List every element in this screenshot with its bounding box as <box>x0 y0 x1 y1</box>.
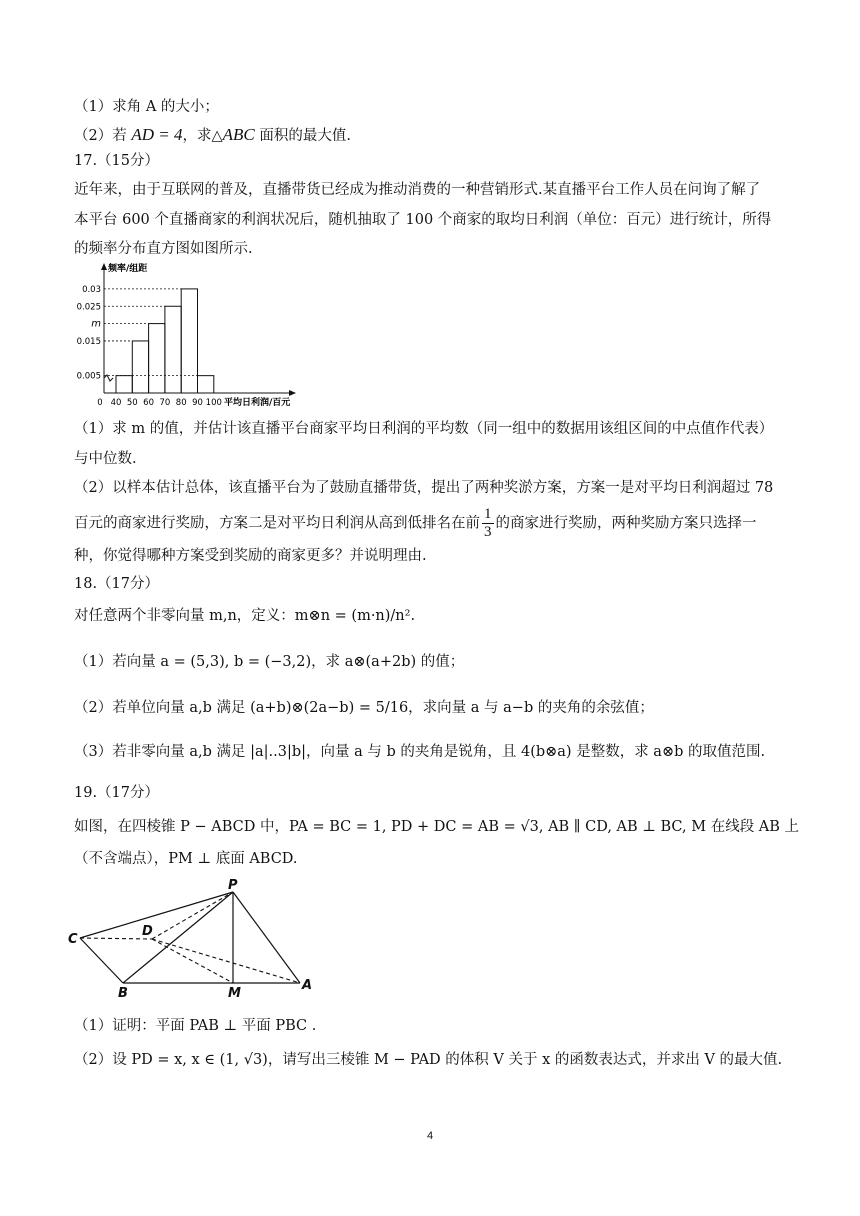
q19-header: 19.（17分） <box>74 785 160 801</box>
x-axis-label: 平均日利润/百元 <box>224 398 291 408</box>
q17-part1-a: （1）求 m 的值，并估计该直播平台商家平均日利润的平均数（同一组中的数据用该组区间的中点值作代表） <box>74 421 774 437</box>
x-tick-label: 70 <box>159 398 171 408</box>
edge-PC <box>80 892 233 938</box>
y-axis-label: 频率/组距 <box>108 264 148 274</box>
pyramid-figure <box>60 875 330 1005</box>
q18-part2: （2）若单位向量 a,b 满足 (a+b)⊗(2a−b) = 5/16，求向量 a 与 a−b 的夹角的余弦值； <box>74 700 654 716</box>
edge-PB <box>123 892 233 983</box>
q17-part1-b: 与中位数. <box>74 451 137 467</box>
q19-part2: （2）设 PD = x, x ∈ (1, √3)，请写出三棱锥 M − PAD 的体积 V 关于 x 的函数表达式，并求出 V 的最大值. <box>74 1052 783 1068</box>
histogram-chart <box>74 260 304 410</box>
q18-definition: 对任意两个非零向量 m,n，定义：m⊗n = (m·n)/n². <box>74 608 416 624</box>
y-axis-arrow <box>101 263 107 270</box>
y-tick-label: 0.015 <box>76 336 101 347</box>
q17-intro-2: 本平台 600 个直播商家的利润状况后，随机抽取了 100 个商家的取均日利润（单位：百元）进行统计，所得 <box>74 212 772 228</box>
y-tick-label: m <box>91 318 101 330</box>
x-tick-label: 90 <box>192 398 203 408</box>
q18-part1: （1）若向量 a = (5,3), b = (−3,2)，求 a⊗(a+2b) 的值； <box>74 654 465 670</box>
fraction-one-third: $\frac{1}{3}$ <box>484 506 492 540</box>
edge-DM <box>152 939 233 983</box>
label-C: C <box>68 932 78 947</box>
label-B: B <box>118 986 128 1001</box>
histogram-bar <box>116 376 132 393</box>
q17-part2-b: 百元的商家进行奖励，方案二是对平均日利润从高到低排名在前 $\frac{1}{3}$ 的商家进行奖励，两种奖励方案只选择一 <box>74 506 757 540</box>
q17-part2-a: （2）以样本估计总体，该直播平台为了鼓励直播带货，提出了两种奖淤方案，方案一是对平均日利润超过 78 <box>74 480 774 496</box>
q18-header: 18.（17分） <box>74 576 160 592</box>
label-A: A <box>302 978 313 993</box>
edge-PA <box>233 892 300 983</box>
q17-header: 17.（15分） <box>74 153 160 169</box>
q16-part1 <box>74 96 219 118</box>
y-tick-label: 0.025 <box>76 302 101 313</box>
histogram-bar <box>149 324 165 393</box>
y-tick-label: 0.005 <box>76 371 101 382</box>
q16-part1-text: （1）求角 A 的大小； <box>74 99 219 115</box>
x-tick-label: 60 <box>143 398 155 408</box>
q19-part1: （1）证明：平面 PAB ⊥ 平面 PBC . <box>74 1018 317 1034</box>
q18-part3: （3）若非零向量 a,b 满足 |a|..3|b|，向量 a 与 b 的夹角是锐角，且 4(b⊗a) 是整数，求 a⊗b 的取值范围. <box>74 744 766 760</box>
x-tick-label: 50 <box>126 398 138 408</box>
q17-part2-c: 种，你觉得哪种方案受到奖励的商家更多？并说明理由. <box>74 548 427 564</box>
q17-intro-1: 近年来，由于互联网的普及，直播带货已经成为推动消费的一种营销形式.某直播平台工作人员在问询了解了 <box>74 182 761 198</box>
x-tick-label: 40 <box>110 398 122 408</box>
y-tick-label: 0.03 <box>82 284 101 295</box>
q16-part2: （2）若 AD = 4，求△ABC 面积的最大值. <box>74 125 351 144</box>
edge-PD <box>152 892 233 939</box>
label-D: D <box>142 924 153 939</box>
q16-ad-expr: AD = 4 <box>131 125 183 144</box>
q19-intro-2: （不含端点），PM ⊥ 底面 ABCD. <box>74 851 298 867</box>
q17-intro-3: 的频率分布直方图如图所示. <box>74 241 253 257</box>
label-P: P <box>228 878 238 893</box>
histogram-bar <box>198 376 214 393</box>
label-M: M <box>228 986 241 1001</box>
edge-DA <box>152 939 300 983</box>
histogram-bar <box>181 289 197 393</box>
x-tick-label: 0 <box>97 398 103 408</box>
x-tick-label: 80 <box>175 398 187 408</box>
x-axis-arrow <box>289 390 296 396</box>
edge-CB <box>80 938 123 983</box>
page-number: 4 <box>426 1130 434 1142</box>
q19-intro-1: 如图，在四棱锥 P − ABCD 中，PA = BC = 1, PD + DC = AB = √3, AB ∥ CD, AB ⊥ BC, M 在线段 AB 上 <box>74 819 800 835</box>
histogram-bar <box>132 341 148 393</box>
x-tick-label: 100 <box>205 398 222 408</box>
histogram-bar <box>165 306 181 393</box>
